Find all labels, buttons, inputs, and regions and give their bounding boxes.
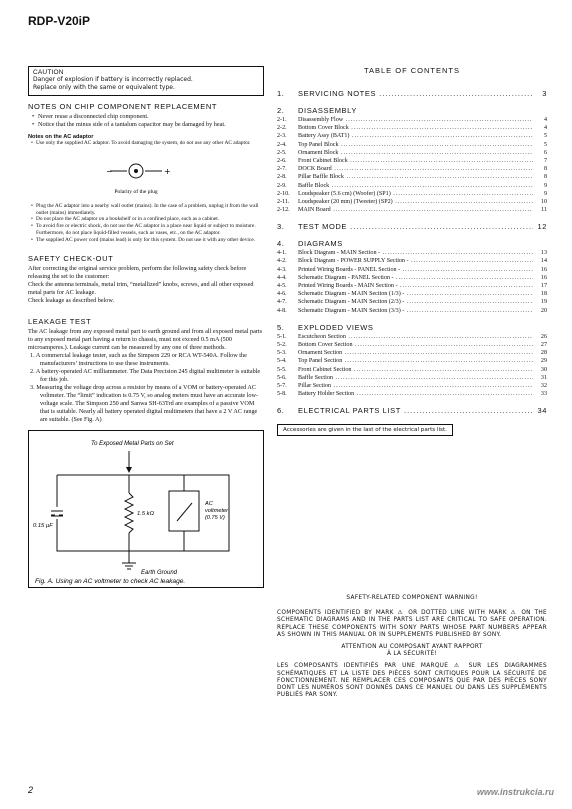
toc-entry-number: 2-10.: [277, 190, 290, 197]
safety-para: Check the antenna terminals, metal trim, “metallized” knobs, screws, and all other exposed metal parts for AC leakage.: [28, 280, 254, 296]
toc-section: [277, 222, 547, 231]
toc-entry-page: 30: [540, 366, 547, 373]
toc-entry-title: Baffle Block .....: [298, 182, 533, 190]
toc-entry-page: 26: [540, 333, 547, 340]
toc-entry-title: Top Panel Block .....: [298, 141, 533, 149]
toc-entry-page: 14: [540, 258, 547, 265]
toc-entry: [277, 374, 547, 382]
toc-entry-title: Battery Holder Section .....: [298, 390, 533, 398]
toc-entry-page: 4: [543, 117, 547, 123]
safety-para: Check leakage as described below.: [28, 296, 115, 304]
toc-entry-title: Printed Wiring Boards - MAIN Section - .....: [298, 282, 533, 290]
page-number: 2: [28, 785, 34, 795]
toc-entry-number: 5-6.: [277, 374, 287, 381]
toc-entry-number: 5-1.: [277, 333, 287, 340]
toc-section-number: 1.: [277, 89, 285, 98]
capacitor-label: 0.15 µF: [33, 522, 53, 529]
toc-entry: [277, 282, 547, 290]
toc-entry: [277, 149, 547, 157]
toc-entry: [277, 349, 547, 357]
toc-entry-number: 4-4.: [277, 274, 287, 281]
toc-entry: [277, 173, 547, 181]
toc-entry: [277, 190, 547, 198]
toc-section: [277, 89, 547, 98]
toc-entry-page: 29: [540, 358, 547, 365]
toc-entry-page: 18: [540, 291, 547, 298]
toc-entry-number: 2-4.: [277, 141, 287, 148]
polarity-label: Polarity of the plug: [114, 188, 158, 195]
toc-entry: [277, 274, 547, 282]
toc-column: [277, 66, 547, 436]
toc-entry-title: Schematic Diagram - PANEL Section - .....: [298, 274, 533, 282]
toc-entry-title: DOCK Board .....: [298, 165, 533, 173]
toc-entry-page: 9: [543, 190, 547, 197]
caution-line: Replace only with the same or equivalent type.: [33, 84, 175, 91]
figure-a: [28, 430, 264, 588]
toc-entry: [277, 333, 547, 341]
toc-entry: [277, 165, 547, 173]
leakage-circuit-diagram: [29, 431, 263, 587]
toc-entry: [277, 198, 547, 206]
toc-entry-page: 32: [540, 382, 547, 389]
chip-item: • Never reuse a disconnected chip component.: [28, 113, 264, 121]
toc-entry-number: 2-8.: [277, 174, 287, 181]
toc-section-number: 2.: [277, 106, 285, 115]
chip-item: • Notice that the minus side of a tantalum capacitor may be damaged by heat.: [28, 121, 264, 129]
toc-entry: [277, 382, 547, 390]
watermark: www.instrukcia.ru: [476, 787, 554, 797]
toc-entry: [277, 266, 547, 274]
toc-entry-title: Schematic Diagram - MAIN Section (2/3) - .....: [298, 298, 533, 306]
toc-entry-title: Bottom Cover Section .....: [298, 341, 533, 349]
caution-line: Danger of explosion if battery is incorrectly replaced.: [33, 76, 193, 83]
resistor-label: 1.5 kΩ: [137, 510, 154, 517]
toc-entry-title: Printed Wiring Boards - PANEL Section - .....: [298, 266, 533, 274]
toc-entry-page: 7: [543, 157, 547, 164]
leakage-item: 1. A commercial leakage tester, such as the Simpson 229 or RCA WT-540A. Follow the manufacturers’ instructions to use these instruments.: [30, 351, 247, 367]
toc-entry-number: 2-12.: [277, 207, 290, 214]
toc-entry-number: 2-7.: [277, 166, 287, 173]
toc-entry-number: 5-5.: [277, 366, 287, 373]
toc-entry-number: 2-1.: [277, 117, 287, 123]
toc-section-title: DISASSEMBLY: [298, 106, 357, 115]
toc-entry: [277, 357, 547, 365]
toc-entry-title: Bottom Cover Block .....: [298, 124, 533, 132]
toc-entry-number: 2-5.: [277, 149, 287, 156]
toc-entry-page: 20: [540, 307, 547, 314]
toc-entry: [277, 206, 547, 214]
toc-entry: [277, 298, 547, 306]
toc-entry-number: 4-7.: [277, 299, 287, 306]
toc-entry: [277, 390, 547, 398]
toc-section: [277, 239, 547, 248]
ground-label: Earth Ground: [141, 569, 178, 576]
toc-entry-number: 2-11.: [277, 198, 290, 205]
toc-entry-title: Pillar Section .....: [298, 382, 533, 390]
toc-entry: [277, 124, 547, 132]
fig-top-label: To Exposed Metal Parts on Set: [91, 440, 174, 447]
leakage-heading: LEAKAGE TEST: [28, 316, 92, 326]
toc-entry: [277, 290, 547, 298]
toc-entry: [277, 132, 547, 140]
toc-entry-page: 17: [540, 283, 547, 289]
toc-section: [277, 106, 547, 115]
toc-entry-number: 2-2.: [277, 125, 287, 132]
toc-entry-title: Pillar Baffle Block .....: [298, 173, 533, 181]
toc-entry-title: Schematic Diagram - MAIN Section (1/3) - .....: [298, 290, 533, 298]
toc-entry: [277, 257, 547, 265]
toc-entry-number: 4-1.: [277, 250, 287, 257]
toc-entry-number: 4-2.: [277, 258, 287, 265]
toc-entry-page: 19: [540, 299, 547, 306]
polarity-icon: [28, 149, 264, 201]
toc-entry-page: 16: [540, 274, 547, 281]
toc-entry-title: MAIN Board .....: [298, 206, 533, 214]
toc-entry: [277, 249, 547, 257]
accessories-note: Accessories are given in the last of the electrical parts list.: [277, 424, 453, 436]
svg-text:−: −: [106, 166, 113, 176]
toc-entry-page: 11: [541, 207, 547, 214]
toc-entry: [277, 116, 547, 124]
toc-entry-page: 10: [540, 198, 547, 205]
toc-entry-page: 13: [540, 250, 547, 257]
toc-entry: [277, 182, 547, 190]
toc-entry-page: 9: [543, 182, 547, 189]
toc-entry-page: 27: [540, 341, 547, 348]
toc-section-number: 5.: [277, 322, 285, 332]
toc-entry: [277, 157, 547, 165]
toc-entry-page: 33: [540, 391, 547, 398]
caution-box: [28, 66, 264, 96]
caution-title: CAUTION: [33, 69, 64, 76]
toc-entry-title: Ornament Block .....: [298, 149, 533, 157]
adaptor-item: • To avoid fire or electric shock, do not use the AC adaptor in a place near liquid or subject to moisture. Furthermore, do not place liquid-filled vessels, such as vases, etc., on the AC adaptor.: [28, 223, 264, 237]
toc-section-page: 3: [542, 89, 547, 98]
toc-entry-number: 2-3.: [277, 133, 287, 140]
safety-para: After correcting the original service problem, perform the following safety check before releasing the set to the customer:: [28, 264, 247, 280]
left-column: [28, 66, 264, 588]
toc-entry-page: 8: [543, 174, 547, 181]
toc-entry-number: 5-2.: [277, 341, 287, 348]
toc-entry-number: 2-9.: [277, 182, 287, 189]
toc-entry-page: 28: [540, 350, 547, 357]
adaptor-item: • Do not place the AC adaptor on a bookshelf or in a confined place, such as a cabinet.: [28, 216, 264, 223]
toc-entry-title: Front Cabinet Section .....: [298, 366, 533, 374]
toc-entry-number: 4-3.: [277, 266, 287, 273]
safety-warning: [277, 595, 547, 699]
toc-entry: [277, 366, 547, 374]
toc-title: TABLE OF CONTENTS: [363, 66, 461, 75]
toc-section: [277, 323, 547, 332]
toc-section-number: 3.: [277, 222, 285, 232]
toc-entry-page: 6: [543, 149, 547, 156]
svg-text:+: +: [164, 166, 171, 176]
toc-entry-number: 2-6.: [277, 157, 287, 164]
warning-fr-title: ATTENTION AU COMPOSANT AYANT RAPPORT: [341, 644, 483, 651]
leakage-item: 2. A battery-operated AC milliammeter. The Data Precision 245 digital multimeter is suitable for this job.: [30, 367, 261, 383]
warning-en: COMPONENTS IDENTIFIED BY MARK ⚠ OR DOTTED LINE WITH MARK ⚠ ON THE SCHEMATIC DIAGRAMS AND IN THE PARTS LIST ARE CRITICAL TO SAFE OPERATION. REPLACE THESE COMPONENTS WITH SONY PARTS WHOSE PART NUMBERS APPEAR AS SHOWN IN THIS MANUAL OR IN SUPPLEMENTS PUBLISHED BY SONY.: [277, 610, 547, 638]
warning-fr: LES COMPOSANTS IDENTIFIÉS PAR UNE MARQUE ⚠ SUR LES DIAGRAMMES SCHÉMATIQUES ET LA LISTE DES PIÈCES SONT CRITIQUES POUR LA SÉCURITÉ DE FONCTIONNEMENT. NE REMPLACER CES COMPOSANTS QUE PAR DES PIÈCES SONY DONT LES NUMÉROS SONT DONNÉS DANS CE MANUEL OU DANS LES SUPPLÉMENTS PUBLIÉS PAR SONY.: [277, 663, 547, 699]
toc-entry-title: Loudspeaker (20 mm) (Tweeter) (SP2) .....: [298, 198, 533, 206]
toc-section-title: ELECTRICAL PARTS LIST .....: [298, 406, 533, 415]
toc-entry-title: Disassembly Flow .....: [298, 116, 533, 124]
toc-entry-number: 5-3.: [277, 350, 287, 357]
figure-caption: Fig. A. Using an AC voltmeter to check AC leakage.: [35, 577, 186, 585]
toc-section-number: 6.: [277, 406, 285, 416]
warning-title: SAFETY-RELATED COMPONENT WARNING!: [346, 595, 478, 601]
toc-section-number: 4.: [277, 239, 285, 249]
toc-section-page: [533, 106, 547, 115]
toc-entry-title: Battery Assy (BAT1) .....: [298, 132, 533, 140]
warning-fr-title: À LA SÉCURITÉ!: [386, 651, 438, 658]
toc-entry-title: Block Diagram - MAIN Section - .....: [298, 249, 533, 257]
toc-section-page: [533, 323, 547, 332]
toc-section-page: 34: [537, 406, 547, 416]
toc-list: [277, 89, 547, 415]
toc-entry-title: Loudspeaker (5.6 cm) (Woofer) (SP1) .....: [298, 190, 533, 198]
toc-section-title: SERVICING NOTES .....: [298, 89, 533, 98]
leakage-item: 3. Measuring the voltage drop across a resistor by means of a VOM or battery-operated AC voltmeter. The “limit” indication is 0.75 V, so analog meters must have an accurate low-voltage scale. The Simpson 250 and Sanwa SH-63Trd are examples of a passive VOM that is suitable. Nearly all battery operated digital multimeters that have a 2 V AC range are suitable. (See Fig. A): [30, 383, 259, 423]
toc-entry-title: Ornament Section .....: [298, 349, 533, 357]
toc-entry-page: 4: [543, 125, 547, 132]
adaptor-heading: Notes on the AC adaptor: [28, 134, 94, 140]
toc-entry-page: 5: [543, 141, 547, 148]
model-title: RDP-V20iP: [28, 14, 91, 28]
toc-entry-page: 8: [543, 166, 547, 173]
toc-entry-number: 5-8.: [277, 391, 287, 398]
toc-entry: [277, 307, 547, 315]
leakage-intro: The AC leakage from any exposed metal part to earth ground and from all exposed metal parts to any exposed metal part having a return to chassis, must not exceed 0.5 mA (500 microamperes.). Leakage current can be measured by any one of three methods.: [28, 327, 263, 351]
toc-entry-number: 5-7.: [277, 382, 287, 389]
toc-section-title: EXPLODED VIEWS: [298, 322, 374, 332]
toc-entry-number: 4-6.: [277, 291, 287, 298]
safety-heading: SAFETY CHECK-OUT: [28, 253, 114, 263]
adaptor-item: • Use only the supplied AC adaptor. To avoid damaging the system, do not use any other AC adaptor.: [28, 140, 264, 147]
adaptor-item: • The supplied AC power cord (mains lead) is only for this system. Do not use it with any other device.: [28, 237, 264, 244]
toc-section-page: 12: [537, 222, 547, 232]
toc-entry-number: 5-4.: [277, 358, 287, 365]
toc-entry: [277, 341, 547, 349]
toc-entry-title: Schematic Diagram - MAIN Section (3/3) - .....: [298, 307, 533, 315]
toc-entry-title: Block Diagram - POWER SUPPLY Section - .....: [298, 257, 533, 265]
toc-entry-title: Front Cabinet Block .....: [298, 157, 533, 165]
toc-entry-number: 4-5.: [277, 283, 287, 289]
voltmeter-label: AC voltmeter (0.75 V): [205, 500, 229, 521]
toc-entry: [277, 141, 547, 149]
toc-entry-page: 31: [540, 374, 547, 381]
toc-entry-page: 16: [540, 266, 547, 273]
toc-entry-page: 5: [543, 133, 547, 140]
toc-section-title: DIAGRAMS: [298, 239, 343, 249]
toc-entry-title: Escutcheon Section .....: [298, 333, 533, 341]
toc-entry-title: Baffle Section .....: [298, 374, 533, 382]
chip-heading: NOTES ON CHIP COMPONENT REPLACEMENT: [28, 102, 218, 111]
adaptor-item: • Plug the AC adaptor into a nearby wall outlet (mains). In the case of a problem, unplug it from the wall outlet (mains) immediately.: [28, 203, 264, 217]
toc-section: [277, 406, 547, 415]
toc-entry-number: 4-8.: [277, 307, 287, 314]
toc-section-page: [533, 239, 547, 248]
polarity-figure: [28, 149, 264, 201]
toc-section-title: TEST MODE .....: [298, 222, 533, 231]
toc-entry-title: Top Panel Section .....: [298, 357, 533, 365]
